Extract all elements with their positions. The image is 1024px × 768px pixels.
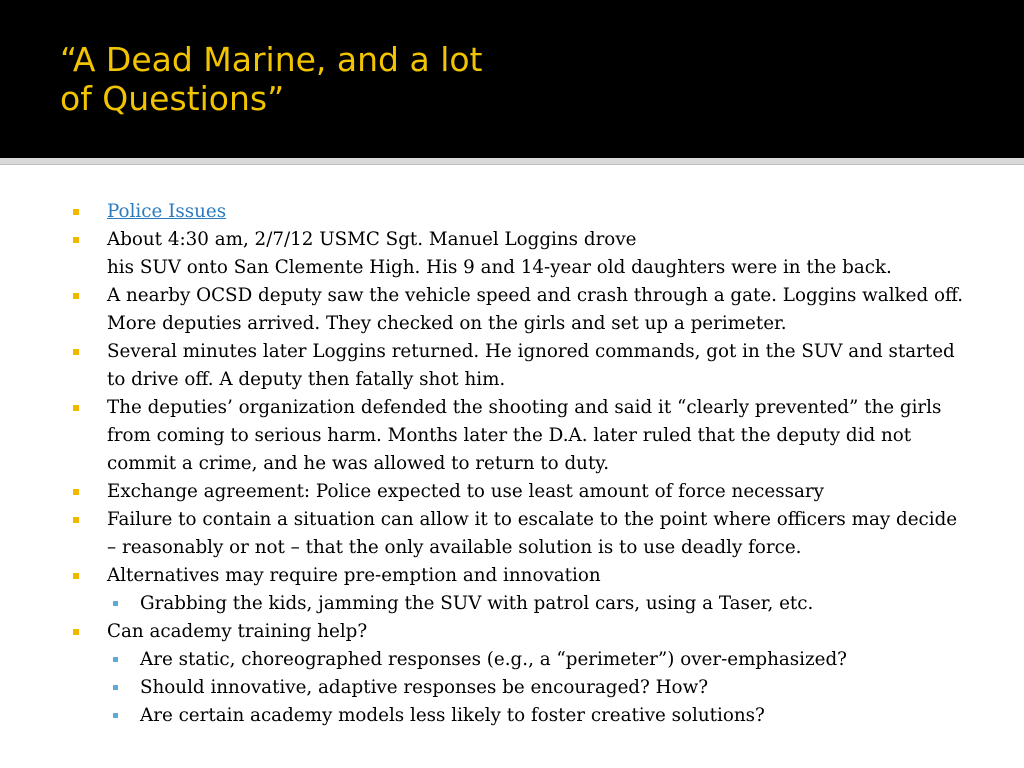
bullet-item-police-issues: [70, 198, 970, 226]
sub-bullet-text: Are certain academy models less likely to foster creative solutions?: [140, 705, 765, 726]
bullet-item-alternatives: [70, 562, 970, 618]
title-line-1: “A Dead Marine, and a lot: [60, 40, 483, 79]
bullet-item-academy-training: [70, 618, 970, 730]
square-bullet-icon: [73, 209, 79, 215]
bullet-text: Exchange agreement: Police expected to use least amount of force necessary: [107, 481, 824, 502]
square-bullet-icon: [73, 489, 79, 495]
bullet-text: About 4:30 am, 2/7/12 USMC Sgt. Manuel Loggins drove: [107, 229, 637, 250]
title-divider: [0, 158, 1024, 165]
square-bullet-icon: [73, 237, 79, 243]
title-line-2: of Questions”: [60, 79, 285, 118]
sub-bullet-item: [107, 674, 970, 702]
slide-title: [60, 40, 960, 118]
sub-bullet-text: Are static, choreographed responses (e.g., a “perimeter”) over-emphasized?: [140, 649, 847, 670]
sub-bullet-list: [107, 646, 970, 730]
square-sub-bullet-icon: [113, 601, 118, 606]
sub-bullet-text: Grabbing the kids, jamming the SUV with patrol cars, using a Taser, etc.: [140, 593, 814, 614]
bullet-list: [70, 198, 970, 730]
bullet-item-failure-to-contain: [70, 506, 970, 562]
bullet-text: Can academy training help?: [107, 621, 368, 642]
square-sub-bullet-icon: [113, 657, 118, 662]
sub-bullet-item: [107, 590, 970, 618]
bullet-text: A nearby OCSD deputy saw the vehicle speed and crash through a gate. Loggins walked off. More deputies arrived. They checked on the girls and set up a perimeter.: [107, 285, 964, 334]
sub-bullet-list: [107, 590, 970, 618]
square-bullet-icon: [73, 517, 79, 523]
bullet-text: his SUV onto San Clemente High. His 9 and 14-year old daughters were in the back.: [107, 257, 892, 278]
square-bullet-icon: [73, 573, 79, 579]
bullet-text: Several minutes later Loggins returned. He ignored commands, got in the SUV and started to drive off. A deputy then fatally shot him.: [107, 341, 955, 390]
bullet-item-exchange-agreement: [70, 478, 970, 506]
sub-bullet-item: [107, 646, 970, 674]
bullet-item-deputy-saw: [70, 282, 970, 338]
square-sub-bullet-icon: [113, 685, 118, 690]
square-bullet-icon: [73, 629, 79, 635]
square-bullet-icon: [73, 349, 79, 355]
sub-bullet-text: Should innovative, adaptive responses be encouraged? How?: [140, 677, 709, 698]
police-issues-link[interactable]: Police Issues: [107, 201, 227, 222]
bullet-item-defended: [70, 394, 970, 478]
sub-bullet-item: [107, 702, 970, 730]
bullet-text: Failure to contain a situation can allow it to escalate to the point where officers may decide – reasonably or not – that the only available solution is to use deadly force.: [107, 509, 958, 558]
bullet-item-incident: [70, 226, 970, 282]
square-bullet-icon: [73, 293, 79, 299]
square-bullet-icon: [73, 405, 79, 411]
bullet-item-returned: [70, 338, 970, 394]
slide-body: [70, 198, 970, 730]
bullet-text: Alternatives may require pre-emption and innovation: [107, 565, 601, 586]
bullet-text: The deputies’ organization defended the shooting and said it “clearly prevented” the girls from coming to serious harm. Months later the D.A. later ruled that the deputy did not commit a crime, and he was allowed to return to duty.: [107, 397, 942, 474]
square-sub-bullet-icon: [113, 713, 118, 718]
